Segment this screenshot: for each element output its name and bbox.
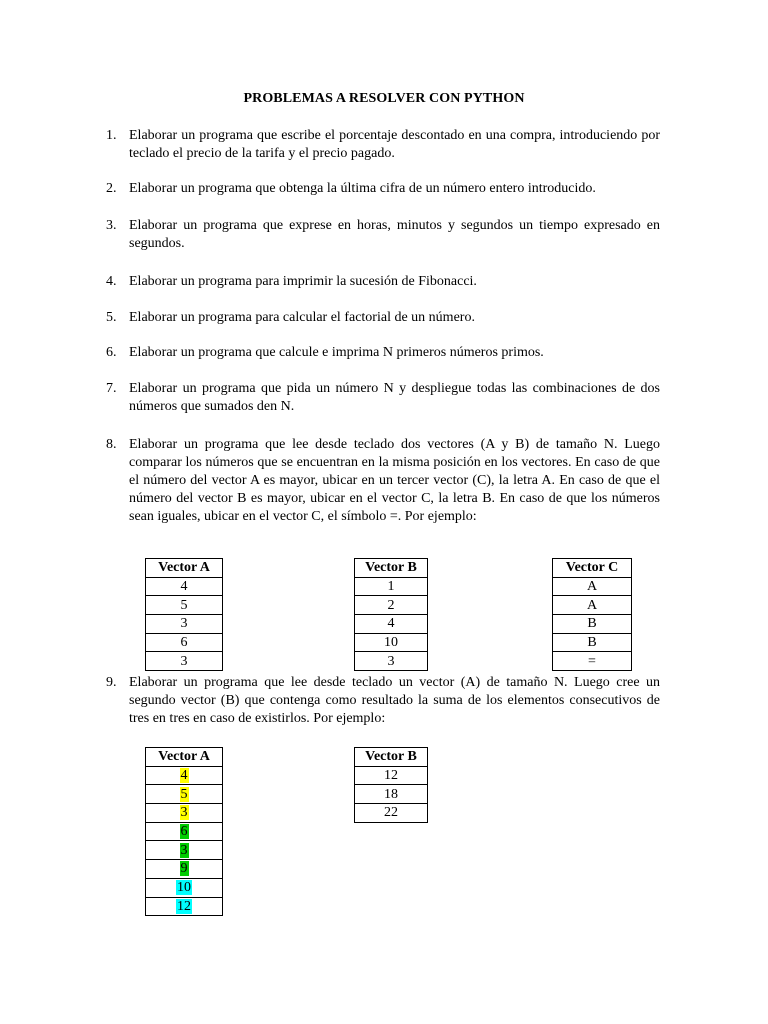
example8-vector-b-table: [354, 558, 428, 671]
table-header: Vector B: [355, 748, 428, 767]
highlighted-value: 9: [180, 861, 188, 877]
table-cell: B: [553, 615, 632, 634]
table-cell: [146, 822, 223, 841]
table-cell: B: [553, 633, 632, 652]
problem-item: [106, 180, 660, 198]
problem-item: [106, 309, 660, 327]
problem-number: 3.: [106, 218, 117, 233]
highlighted-value: 5: [180, 786, 188, 802]
table-header: Vector A: [146, 559, 223, 578]
problem-text: Elaborar un programa que calcule e imprima N primeros números primos.: [129, 345, 544, 360]
highlighted-value: 6: [180, 824, 188, 840]
problem-item: [106, 344, 660, 362]
problem-item: [106, 380, 660, 416]
table-cell: 3: [146, 615, 223, 634]
table-cell: =: [553, 652, 632, 671]
problem-number: 9.: [106, 675, 117, 690]
highlighted-value: 3: [180, 842, 188, 858]
table-cell: [146, 878, 223, 897]
highlighted-value: 4: [180, 768, 188, 784]
problem-number: 5.: [106, 310, 117, 325]
table-cell: [146, 860, 223, 879]
table-cell: 22: [355, 804, 428, 823]
highlighted-value: 12: [177, 898, 191, 914]
table-cell: 4: [355, 615, 428, 634]
problem-item: [106, 217, 660, 253]
problem-number: 6.: [106, 345, 117, 360]
problem-item: [106, 273, 660, 291]
problem-item: [106, 127, 660, 163]
problem-number: 7.: [106, 381, 117, 396]
table-cell: A: [553, 596, 632, 615]
table-cell: 3: [355, 652, 428, 671]
problem-number: 1.: [106, 128, 117, 143]
table-cell: 2: [355, 596, 428, 615]
example8-vector-a-table: [145, 558, 223, 671]
problem-text: Elaborar un programa para imprimir la sucesión de Fibonacci.: [129, 274, 477, 289]
table-cell: 10: [355, 633, 428, 652]
problem-number: 8.: [106, 437, 117, 452]
table-header: Vector B: [355, 559, 428, 578]
problem-text: Elaborar un programa que lee desde teclado dos vectores (A y B) de tamaño N. Luego comparar los números que se encuentran en la misma posición en los vectores. En caso de que el número del vector A es mayor, ubicar en un tercer vector (C), la letra A. En caso de que el número del vector B es mayor, ubicar en el vector C, la letra B. En caso de que los números sean iguales, ubicar en el vector C, el símbolo =. Por ejemplo:: [129, 437, 660, 524]
table-cell: 12: [355, 766, 428, 785]
problem-item: [106, 674, 660, 728]
table-cell: [146, 766, 223, 785]
table-cell: [146, 897, 223, 916]
problem-number: 2.: [106, 181, 117, 196]
highlighted-value: 10: [177, 880, 191, 896]
problem-text: Elaborar un programa que obtenga la última cifra de un número entero introducido.: [129, 181, 596, 196]
table-cell: 5: [146, 596, 223, 615]
page-title: PROBLEMAS A RESOLVER CON PYTHON: [243, 91, 525, 106]
table-cell: 1: [355, 577, 428, 596]
table-cell: [146, 785, 223, 804]
problem-text: Elaborar un programa que lee desde teclado un vector (A) de tamaño N. Luego cree un segundo vector (B) que contenga como resultado la suma de los elementos consecutivos de tres en tres en caso de existirlos. Por ejemplo:: [129, 675, 660, 726]
highlighted-value: 3: [180, 805, 188, 821]
table-cell: A: [553, 577, 632, 596]
example8-vector-c-table: [552, 558, 632, 671]
problem-text: Elaborar un programa que escribe el porcentaje descontado en una compra, introduciendo por teclado el precio de la tarifa y el precio pagado.: [129, 128, 660, 161]
problem-text: Elaborar un programa para calcular el factorial de un número.: [129, 310, 475, 325]
table-header: Vector A: [146, 748, 223, 767]
table-cell: 18: [355, 785, 428, 804]
example9-vector-a-table: [145, 747, 223, 916]
problem-text: Elaborar un programa que exprese en horas, minutos y segundos un tiempo expresado en segundos.: [129, 218, 660, 251]
table-cell: [146, 841, 223, 860]
table-header: Vector C: [553, 559, 632, 578]
problem-text: Elaborar un programa que pida un número N y despliegue todas las combinaciones de dos números que sumados den N.: [129, 381, 660, 414]
problem-number: 4.: [106, 274, 117, 289]
example9-vector-b-table: [354, 747, 428, 823]
table-cell: 6: [146, 633, 223, 652]
problem-item: [106, 436, 660, 526]
table-cell: 3: [146, 652, 223, 671]
table-cell: 4: [146, 577, 223, 596]
table-cell: [146, 804, 223, 823]
